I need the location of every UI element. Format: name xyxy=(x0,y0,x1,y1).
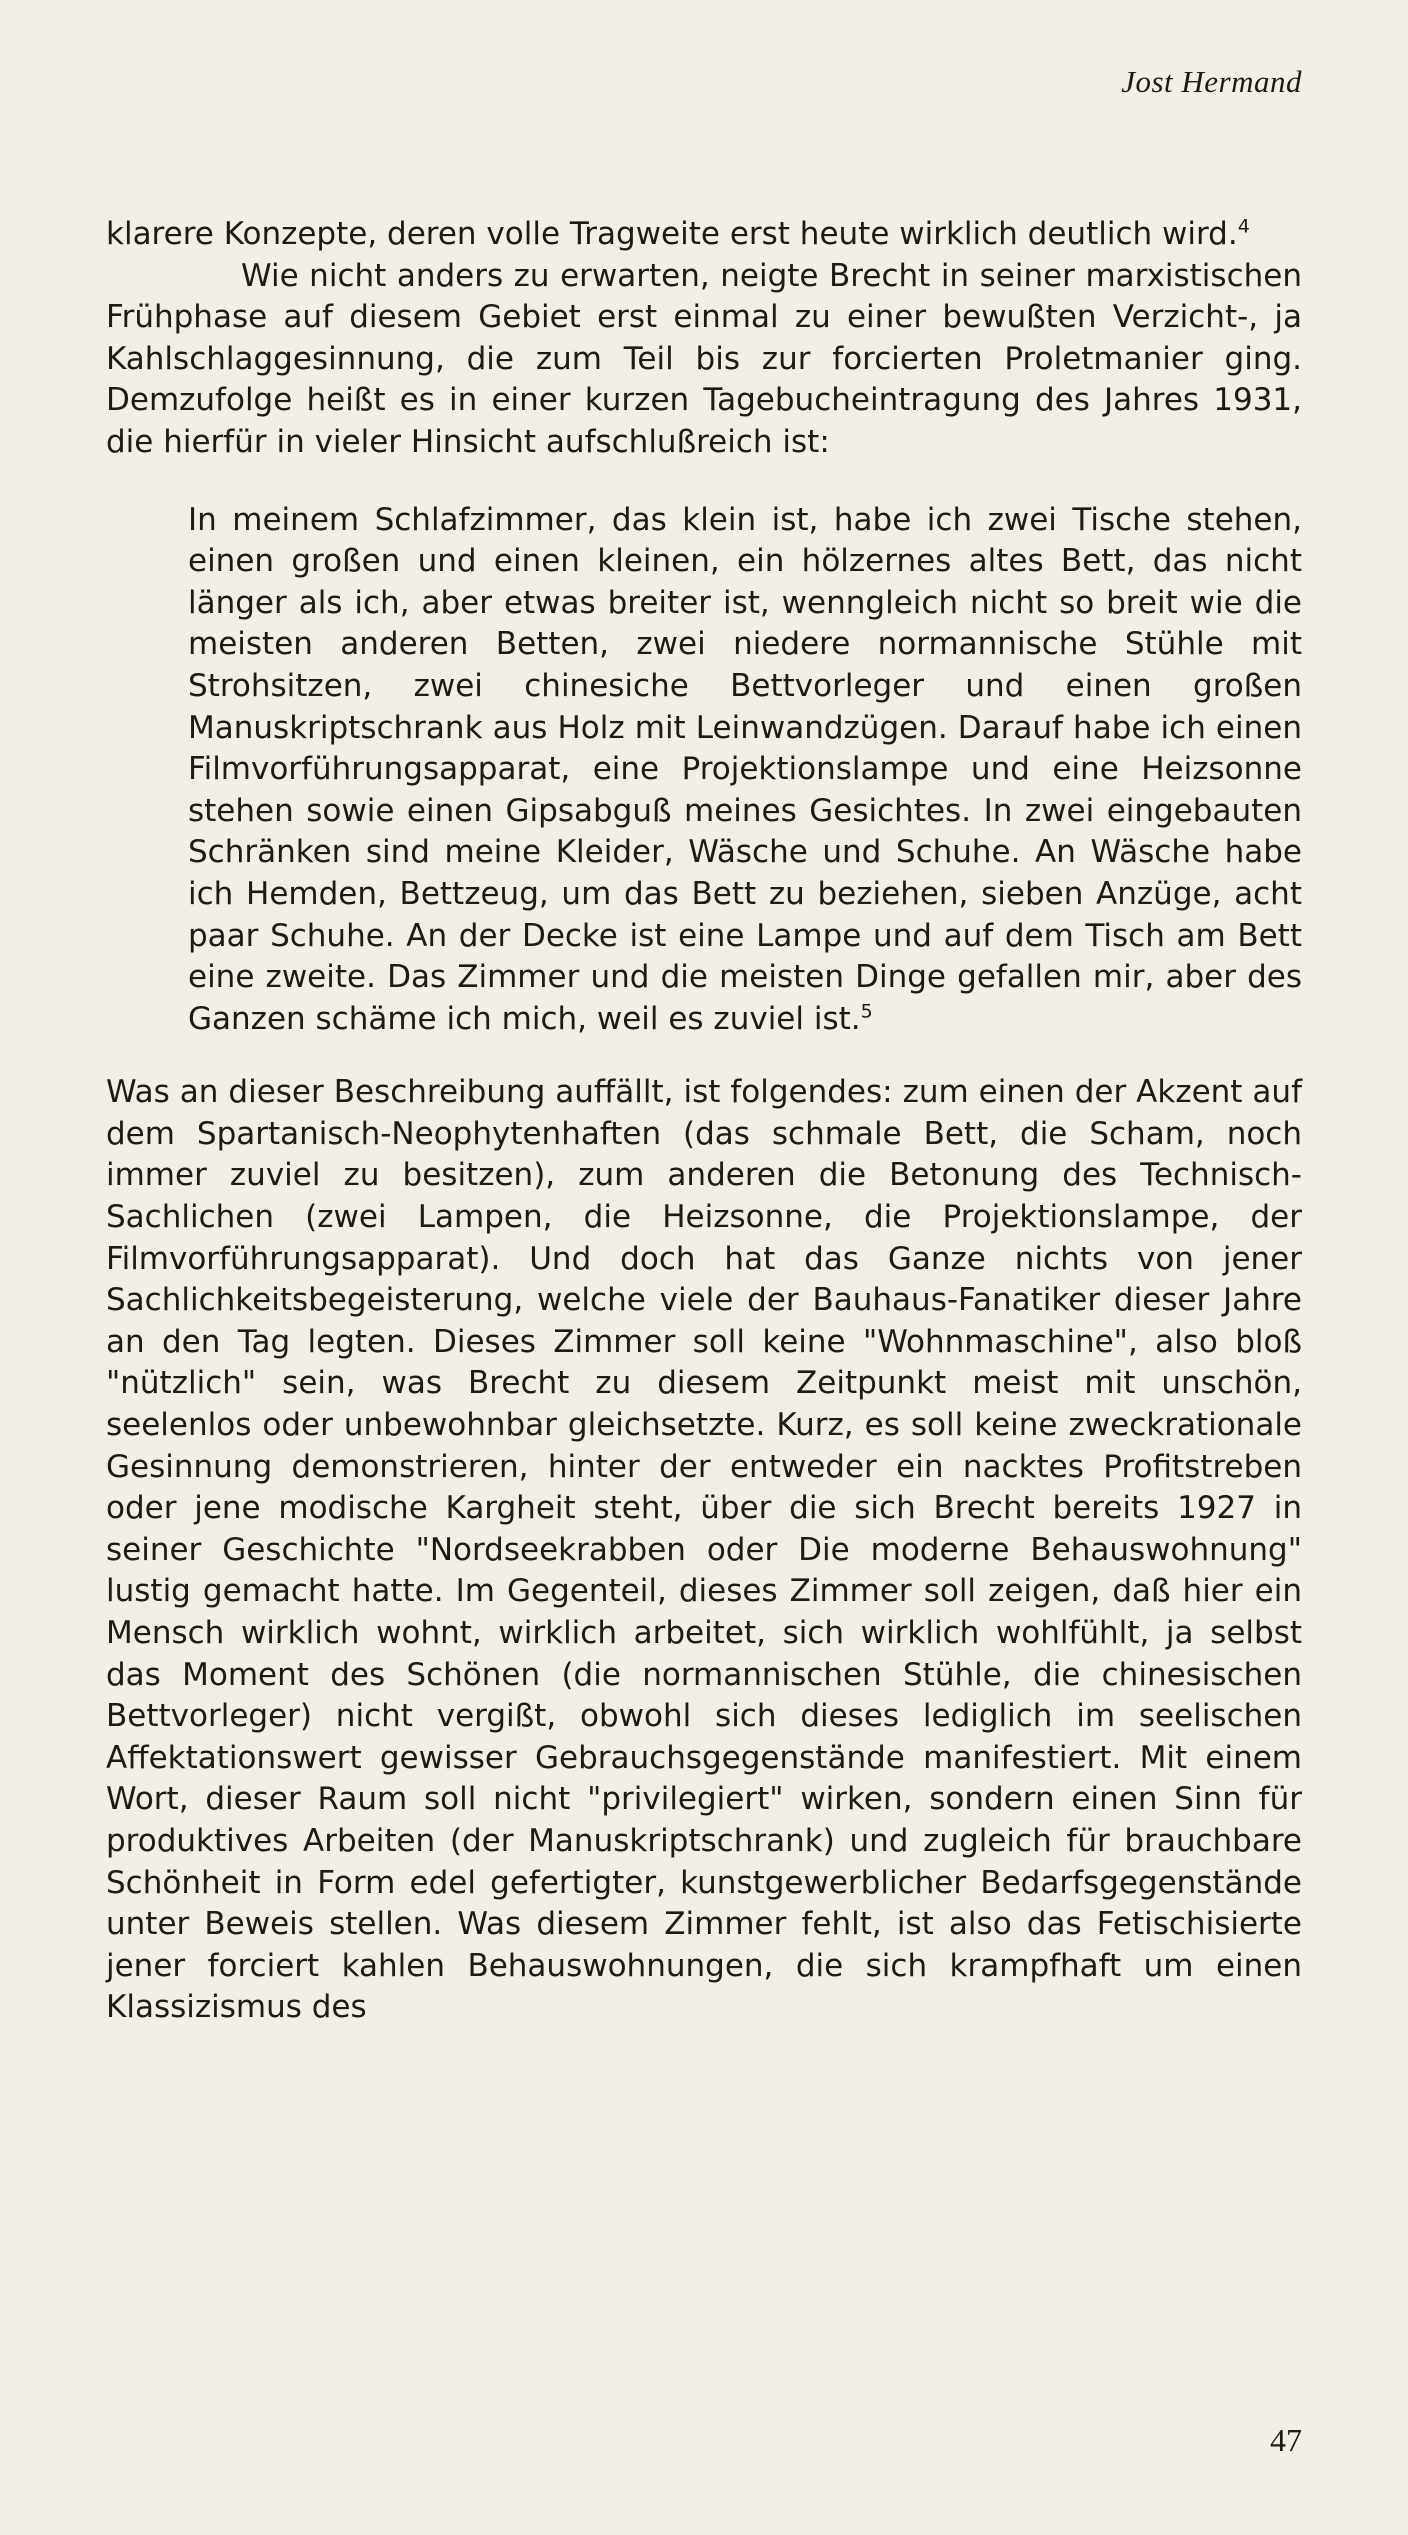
paragraph-2: Wie nicht anders zu erwarten, neigte Brecht in seiner marxistischen Frühphase auf diesem Gebiet erst einmal zu einer bewußten Verzicht-, ja Kahlschlaggesinnung, die zum Teil bis zur forcierten Proletmanier ging. Demzufolge heißt es in einer kurzen Tagebucheintragung des Jahres 1931, die hierfür in vieler Hinsicht aufschlußreich ist: xyxy=(106,257,1302,460)
block-quote xyxy=(188,500,1302,1041)
running-head: Jost Hermand xyxy=(1121,64,1302,99)
block-quote-text: In meinem Schlafzimmer, das klein ist, habe ich zwei Tische stehen, einen großen und einen kleinen, ein hölzernes altes Bett, das nicht länger als ich, aber etwas breiter ist, wenngleich nicht so breit wie die meisten anderen Betten, zwei niedere normannische Stühle mit Strohsitzen, zwei chinesiche Bettvorleger und einen großen Manuskriptschrank aus Holz mit Leinwandzügen. Darauf habe ich einen Filmvorführungsapparat, eine Projektionslampe und eine Heizsonne stehen sowie einen Gipsabguß meines Gesichtes. In zwei eingebauten Schränken sind meine Kleider, Wäsche und Schuhe. An Wäsche habe ich Hemden, Bettzeug, um das Bett zu beziehen, sieben Anzüge, acht paar Schuhe. An der Decke ist eine Lampe und auf dem Tisch am Bett eine zweite. Das Zimmer und die meisten Dinge gefallen mir, aber des Ganzen schäme ich mich, weil es zuviel ist. xyxy=(188,501,1302,1037)
page-number: 47 xyxy=(1270,2422,1302,2458)
body-text xyxy=(106,214,1302,2029)
paragraph-3: Was an dieser Beschreibung auffällt, ist folgendes: zum einen der Akzent auf dem Spartanisch-Neophytenhaften (das schmale Bett, die Scham, noch immer zuviel zu besitzen), zum anderen die Betonung des Technisch-Sachlichen (zwei Lampen, die Heizsonne, die Projektionslampe, der Filmvorführungsapparat). Und doch hat das Ganze nichts von jener Sachlichkeitsbegeisterung, welche viele der Bauhaus-Fanatiker dieser Jahre an den Tag legten. Dieses Zimmer soll keine "Wohnmaschine", also bloß "nützlich" sein, was Brecht zu diesem Zeitpunkt meist mit unschön, seelenlos oder unbewohnbar gleichsetzte. Kurz, es soll keine zweckrationale Gesinnung demonstrieren, hinter der entweder ein nacktes Profitstreben oder jene modische Kargheit steht, über die sich Brecht bereits 1927 in seiner Geschichte "Nordseekrabben oder Die moderne Behauswohnung" lustig gemacht hatte. Im Gegenteil, dieses Zimmer soll zeigen, daß hier ein Mensch wirklich wohnt, wirklich arbeitet, sich wirklich wohlfühlt, ja selbst das Moment des Schönen (die normannischen Stühle, die chinesischen Bettvorleger) nicht vergißt, obwohl sich dieses lediglich im seelischen Affektationswert gewisser Gebrauchsgegenstände manifestiert. Mit einem Wort, dieser Raum soll nicht "privilegiert" wirken, sondern einen Sinn für produktives Arbeiten (der Manuskriptschrank) und zugleich für brauchbare Schönheit in Form edel gefertigter, kunstgewerblicher Bedarfsgegenstände unter Beweis stellen. Was diesem Zimmer fehlt, ist also das Fetischisierte jener forciert kahlen Behauswohnungen, die sich krampfhaft um einen Klassizismus des xyxy=(106,1074,1302,2026)
paragraph-1 xyxy=(106,214,1302,256)
paragraph-1-text: klarere Konzepte, deren volle Tragweite erst heute wirklich deutlich wird. xyxy=(106,216,1238,252)
footnote-ref-4[interactable]: 4 xyxy=(1237,215,1250,238)
footnote-ref-5[interactable]: 5 xyxy=(860,1000,873,1023)
